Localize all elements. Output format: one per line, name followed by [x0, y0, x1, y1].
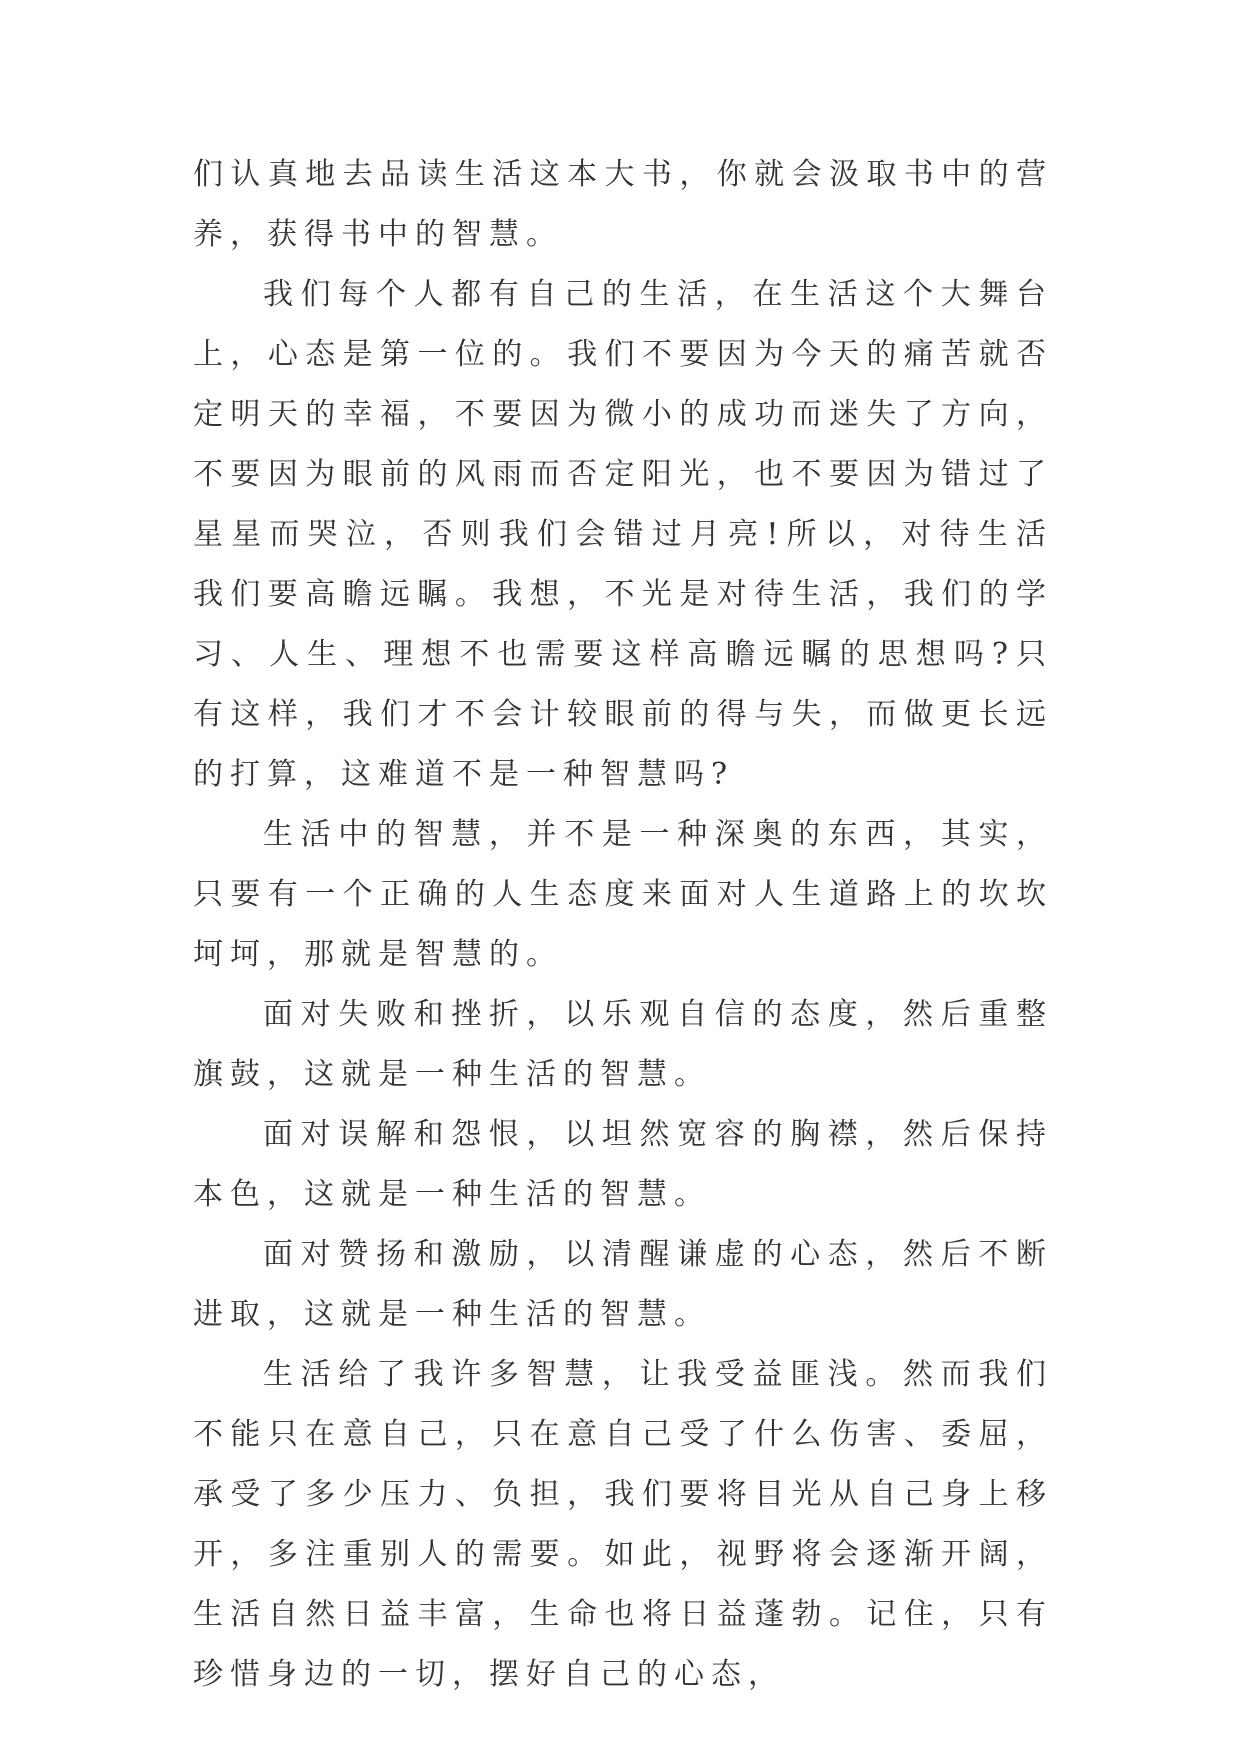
- document-body: [193, 145, 1053, 1705]
- paragraph-7: 生活给了我许多智慧，让我受益匪浅。然而我们不能只在意自己，只在意自己受了什么伤害、委屈，承受了多少压力、负担，我们要将目光从自己身上移开，多注重别人的需要。如此，视野将会逐渐开阔，生活自然日益丰富，生命也将日益蓬勃。记住，只有珍惜身边的一切，摆好自己的心态，: [193, 1357, 1053, 1692]
- paragraph-2: 我们每个人都有自己的生活，在生活这个大舞台上，心态是第一位的。我们不要因为今天的痛苦就否定明天的幸福，不要因为微小的成功而迷失了方向，不要因为眼前的风雨而否定阳光，也不要因为错过了星星而哭泣，否则我们会错过月亮!所以，对待生活我们要高瞻远瞩。我想，不光是对待生活，我们的学习、人生、理想不也需要这样高瞻远瞩的思想吗?只有这样，我们才不会计较眼前的得与失，而做更长远的打算，这难道不是一种智慧吗?: [193, 277, 1053, 792]
- paragraph-6: 面对赞扬和激励，以清醒谦虚的心态，然后不断进取，这就是一种生活的智慧。: [193, 1237, 1053, 1332]
- paragraph-3: 生活中的智慧，并不是一种深奥的东西，其实，只要有一个正确的人生态度来面对人生道路上的坎坎坷坷，那就是智慧的。: [193, 817, 1053, 972]
- paragraph-5: 面对误解和怨恨，以坦然宽容的胸襟，然后保持本色，这就是一种生活的智慧。: [193, 1117, 1053, 1212]
- paragraph-4: 面对失败和挫折，以乐观自信的态度，然后重整旗鼓，这就是一种生活的智慧。: [193, 997, 1053, 1092]
- paragraph-1: 们认真地去品读生活这本大书，你就会汲取书中的营养，获得书中的智慧。: [193, 157, 1053, 252]
